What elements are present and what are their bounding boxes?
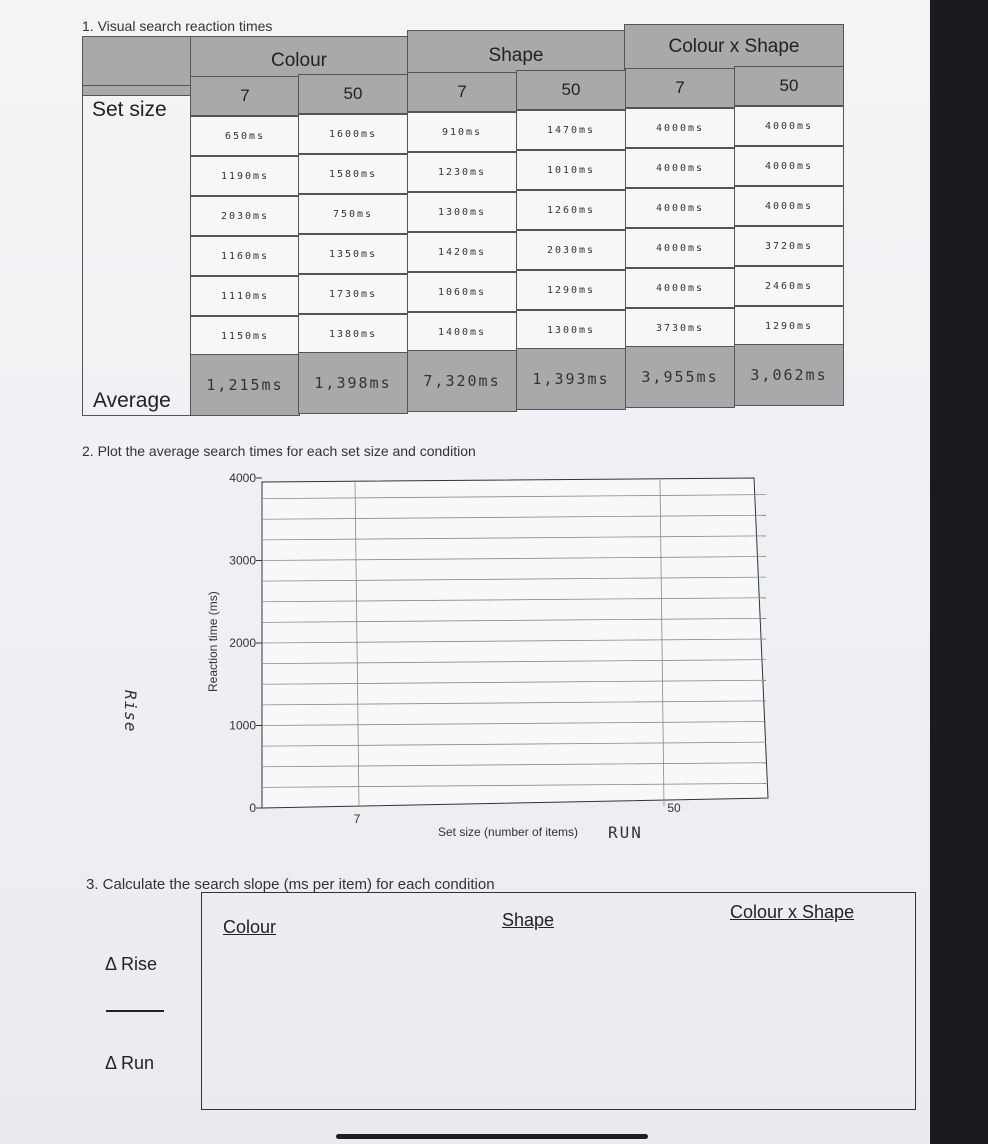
average-cell (734, 344, 844, 406)
set-size-value: 7 (675, 78, 685, 97)
set-size-header (407, 72, 517, 112)
header-colour-x-shape (624, 24, 844, 70)
table-cell (516, 310, 626, 350)
cell-value: 1060ms (437, 286, 487, 298)
cell-value: 2030ms (220, 210, 270, 222)
cell-value: 2030ms (546, 244, 596, 256)
row-label-column (82, 85, 191, 416)
x-axis-title: Set size (number of items) (438, 825, 579, 839)
cell-value: 1110ms (220, 290, 270, 302)
table-cell (190, 156, 300, 196)
header-colour-label: Colour (271, 50, 327, 71)
cell-value: 1580ms (328, 168, 378, 180)
table-cell (734, 106, 844, 146)
average-cell (407, 350, 517, 412)
table-cell (407, 232, 517, 272)
x-tick-label: 50 (667, 801, 681, 815)
table-cell (734, 146, 844, 186)
cell-value: 4000ms (655, 162, 705, 174)
cell-value: 1260ms (546, 204, 596, 216)
cell-value: 3730ms (655, 322, 705, 334)
cell-value: 1420ms (437, 246, 487, 258)
cell-value: 1400ms (437, 326, 487, 338)
slope-answer-box (201, 892, 916, 1110)
set-size-value: 7 (240, 86, 250, 105)
set-size-label: Set size (92, 98, 167, 121)
table-cell (516, 230, 626, 270)
table-cell (190, 236, 300, 276)
cell-value: 910ms (441, 126, 483, 138)
cell-value: 1350ms (328, 248, 378, 260)
table-cell (298, 154, 408, 194)
cell-value: 1300ms (437, 206, 487, 218)
set-size-value: 50 (343, 84, 363, 103)
set-size-value: 50 (561, 80, 581, 99)
cell-value: 1730ms (328, 288, 378, 300)
cell-value: 4000ms (655, 202, 705, 214)
average-value: 1,398ms (314, 374, 392, 392)
average-value: 3,955ms (641, 368, 719, 386)
reaction-time-plot (0, 460, 988, 860)
cell-value: 1470ms (546, 124, 596, 136)
table-cell (625, 188, 735, 228)
cell-value: 4000ms (764, 160, 814, 172)
section-3-title: 3. Calculate the search slope (ms per item) for each condition (86, 876, 495, 893)
table-cell (190, 116, 300, 156)
table-cell (298, 314, 408, 354)
delta-rise-label: Δ Rise (105, 954, 158, 974)
table-cell (407, 312, 517, 352)
slope-column-shape: Shape (502, 910, 555, 930)
slope-column-colour: Colour (223, 917, 277, 937)
table-cell (407, 112, 517, 152)
set-size-value: 7 (457, 82, 467, 101)
table-cell (625, 268, 735, 308)
slope-column-colour-x-shape: Colour x Shape (730, 902, 855, 922)
table-cell (190, 196, 300, 236)
cell-value: 1230ms (437, 166, 487, 178)
table-cell (298, 274, 408, 314)
cell-value: 4000ms (764, 120, 814, 132)
table-cell (190, 276, 300, 316)
set-size-header (516, 70, 626, 110)
average-value: 1,215ms (206, 376, 284, 394)
cell-value: 3720ms (764, 240, 814, 252)
average-value: 7,320ms (423, 372, 501, 390)
table-cell (734, 306, 844, 346)
cell-value: 1150ms (220, 330, 270, 342)
table-cell (516, 150, 626, 190)
table-cell (625, 228, 735, 268)
x-tick-label: 7 (353, 812, 361, 826)
table-cell (625, 148, 735, 188)
cell-value: 2460ms (764, 280, 814, 292)
table-cell (516, 110, 626, 150)
table-cell (407, 192, 517, 232)
cell-value: 4000ms (655, 242, 705, 254)
section-1-title: 1. Visual search reaction times (82, 18, 273, 34)
run-annotation: RUN (608, 823, 643, 842)
table-cell (734, 186, 844, 226)
fraction-bar (106, 1010, 164, 1012)
reaction-times-table (82, 24, 862, 416)
y-axis-title: Reaction time (ms) (206, 591, 220, 692)
home-indicator (336, 1134, 648, 1139)
set-size-value: 50 (779, 76, 799, 95)
table-cell (516, 190, 626, 230)
plot-area (262, 478, 768, 808)
set-size-header (190, 76, 300, 116)
average-cell (625, 346, 735, 408)
y-tick-label: 0 (249, 801, 256, 815)
table-cell (298, 194, 408, 234)
table-cell (734, 226, 844, 266)
rise-annotation: Rise (121, 690, 140, 733)
table-cell (734, 266, 844, 306)
average-value: 1,393ms (532, 370, 610, 388)
table-cell (298, 234, 408, 274)
table-cell (407, 152, 517, 192)
section-2-title: 2. Plot the average search times for each set size and condition (82, 443, 476, 459)
cell-value: 4000ms (764, 200, 814, 212)
table-cell (298, 114, 408, 154)
set-size-header (734, 66, 844, 106)
cell-value: 1290ms (764, 320, 814, 332)
table-cell (407, 272, 517, 312)
y-tick-label: 2000 (229, 636, 256, 650)
y-tick-label: 4000 (229, 471, 256, 485)
cell-value: 1010ms (546, 164, 596, 176)
cell-value: 4000ms (655, 282, 705, 294)
table-cell (190, 316, 300, 356)
cell-value: 1290ms (546, 284, 596, 296)
table-cell (625, 308, 735, 348)
y-tick-label: 1000 (229, 718, 256, 733)
average-value: 3,062ms (750, 366, 828, 384)
cell-value: 1300ms (546, 324, 596, 336)
average-cell (190, 354, 300, 416)
set-size-header (625, 68, 735, 108)
y-tick-label: 3000 (229, 553, 256, 568)
cell-value: 1380ms (328, 328, 378, 340)
average-cell (298, 352, 408, 414)
cell-value: 1190ms (220, 170, 270, 182)
cell-value: 750ms (332, 208, 374, 220)
cell-value: 1600ms (328, 128, 378, 140)
table-cell (516, 270, 626, 310)
header-shape-label: Shape (488, 45, 544, 66)
average-label: Average (93, 389, 171, 412)
cell-value: 650ms (224, 130, 266, 142)
cell-value: 1160ms (220, 250, 270, 262)
cell-value: 4000ms (655, 122, 705, 134)
delta-run-label: Δ Run (105, 1053, 155, 1073)
set-size-header (298, 74, 408, 114)
header-colour-x-shape-label: Colour x Shape (668, 36, 800, 57)
average-cell (516, 348, 626, 410)
table-cell (625, 108, 735, 148)
